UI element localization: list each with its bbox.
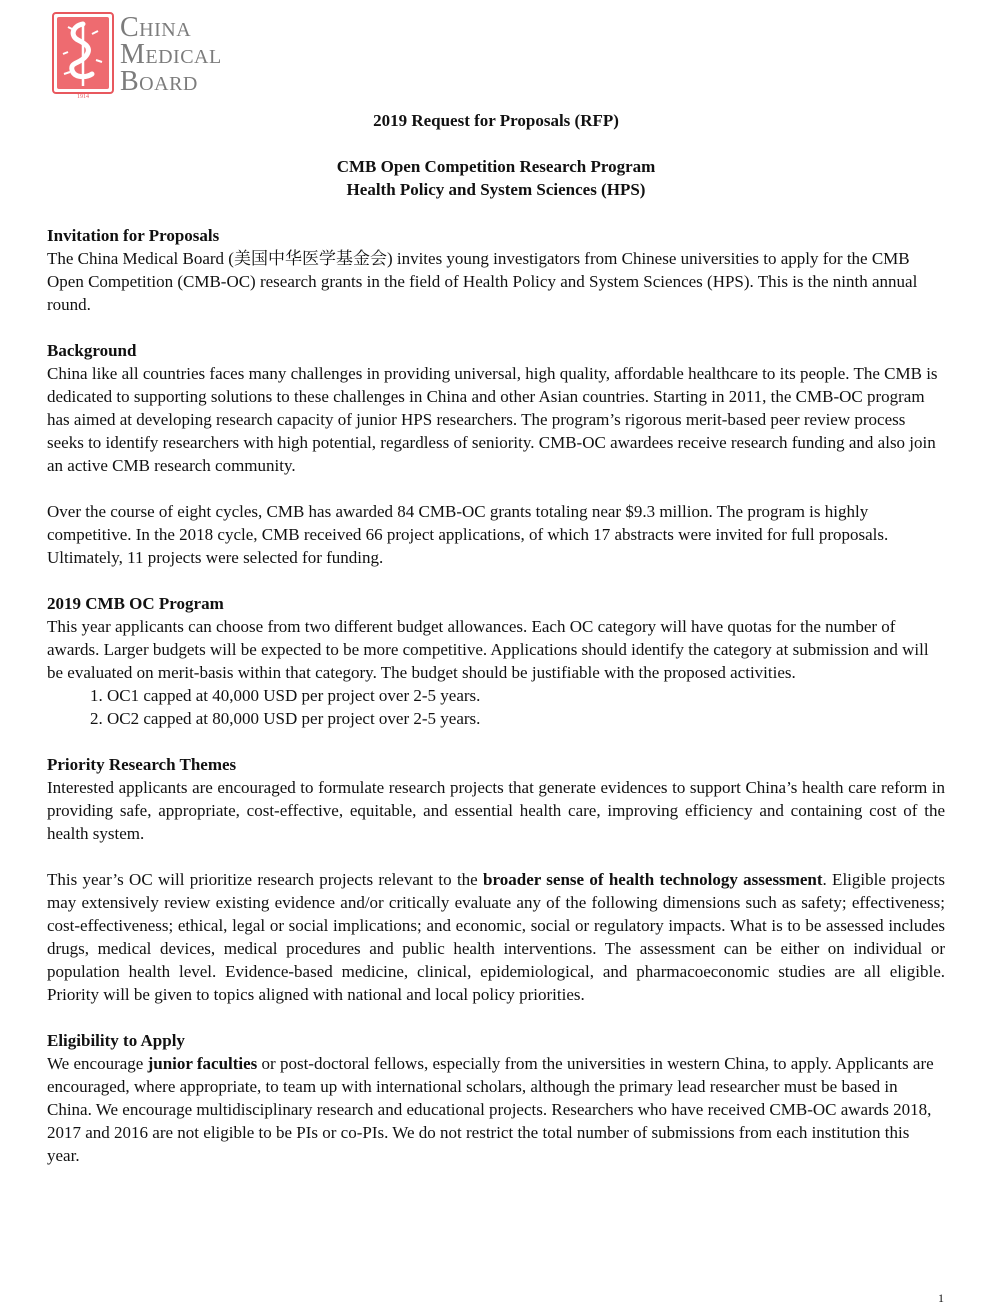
background-paragraph-2: Over the course of eight cycles, CMB has awarded 84 CMB-OC grants totaling near $9.3 million. The program is highly competitive. In the 2018 cycle, CMB received 66 project applications, of which 17 abstracts were invited for full proposals. Ultimately, 11 projects were selected for funding. — [47, 502, 889, 567]
invitation-text: The China Medical Board (美国中华医学基金会) invites young investigators from Chinese universities to apply for the CMB Open Competition (CMB-OC) research grants in the field of Health Policy and System Sciences (HPS). This is the ninth annual round. — [47, 249, 918, 314]
svg-text:1914: 1914 — [77, 94, 89, 100]
budget-item-oc1: 1. OC1 capped at 40,000 USD per project over 2-5 years. — [107, 684, 945, 707]
themes-heading: Priority Research Themes — [47, 755, 237, 774]
junior-faculties-emphasis: junior faculties — [147, 1054, 258, 1073]
page-number: 1 — [938, 1291, 944, 1305]
hta-emphasis: broader sense of health technology assessment — [483, 870, 823, 889]
themes-paragraph-2: This year’s OC will prioritize research projects relevant to the broader sense of health technology assessment. Eligible projects may extensively review existing evidence and/or critically evaluate any of the following dimensions such as safety; effectiveness; cost-effectiveness; ethical, legal or social implications; and economic, social or regulatory impacts. What is to be assessed includes drugs, medical devices, medical procedures and public health interventions. The assessment can be either on individual or population health level. Evidence-based medicine, clinical, epidemiological, and pharmacoeconomic studies are all eligible. Priority will be given to topics aligned with national and local policy priorities. — [47, 870, 945, 1004]
document-body — [47, 224, 945, 1167]
eligibility-heading: Eligibility to Apply — [47, 1031, 185, 1050]
themes-paragraph-1: Interested applicants are encouraged to formulate research projects that generate evidences to support China’s health care reform in providing safe, appropriate, cost-effective, equitable, and essential health care, improving efficiency and containing cost of the health system. — [47, 778, 945, 843]
budget-list — [47, 684, 945, 730]
invitation-heading: Invitation for Proposals — [47, 226, 220, 245]
program-text: This year applicants can choose from two different budget allowances. Each OC category will have quotas for the number of awards. Larger budgets will be expected to be more competitive. Applications should identify the category at submission and will be evaluated on merit-basis within that category. The budget should be justifiable with the proposed activities. — [47, 617, 929, 682]
background-paragraph-1: China like all countries faces many challenges in providing universal, high quality, affordable healthcare to its people. The CMB is dedicated to supporting solutions to these challenges in China and other Asian countries. Starting in 2011, the CMB-OC program has aimed at developing research capacity of junior HPS researchers. The program’s rigorous merit-based peer review process seeks to identify researchers with high potential, regardless of seniority. CMB-OC awardees receive research funding and also join an active CMB research community. — [47, 364, 938, 475]
program-name: CMB Open Competition Research Program — [336, 157, 656, 176]
cmb-logo — [52, 12, 252, 104]
logo-wordmark: China Medical Board — [120, 12, 222, 97]
eligibility-text: We encourage junior faculties or post-doctoral fellows, especially from the universities in western China, to apply. Applicants are encouraged, where appropriate, to team up with international scholars, although the primary lead researcher must be based in China. We encourage multidisciplinary research and educational projects. Researchers who have received CMB-OC awards 2018, 2017 and 2016 are not eligible to be PIs or co-PIs. We do not restrict the total number of submissions from each institution this year. — [47, 1054, 934, 1165]
budget-item-oc2: 2. OC2 capped at 80,000 USD per project over 2-5 years. — [107, 707, 945, 730]
dragon-seal-icon — [52, 12, 114, 100]
background-heading: Background — [47, 341, 137, 360]
rfp-title: 2019 Request for Proposals (RFP) — [373, 111, 619, 130]
program-field: Health Policy and System Sciences (HPS) — [346, 180, 646, 199]
program-heading: 2019 CMB OC Program — [47, 594, 224, 613]
program-title — [0, 155, 992, 201]
